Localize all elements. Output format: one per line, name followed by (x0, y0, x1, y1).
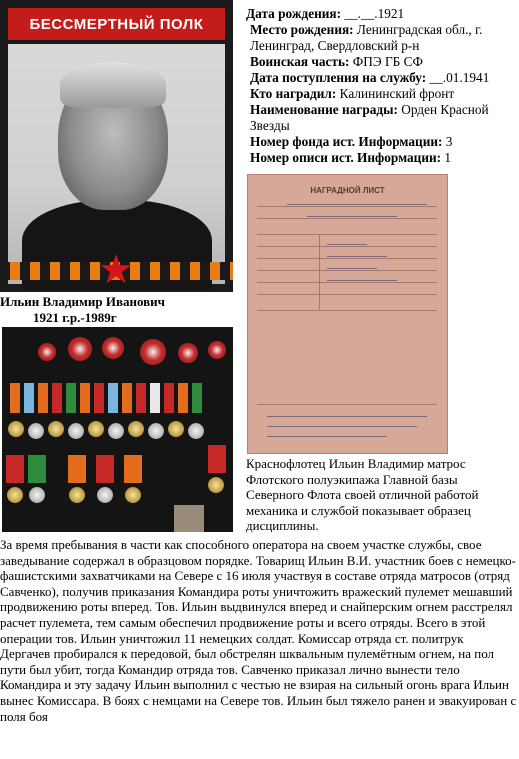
medal-icon (125, 487, 141, 503)
order-icon (38, 343, 56, 361)
person-name: Ильин Владимир Иванович (0, 294, 166, 309)
order-icon (68, 337, 92, 361)
sheet-rule (257, 310, 437, 311)
sheet-rule (257, 404, 437, 405)
sheet-handwriting (327, 280, 397, 281)
sheet-rule (257, 206, 437, 207)
award-sheet-image (247, 174, 448, 454)
sheet-handwriting (267, 436, 387, 437)
person-caption (0, 294, 233, 326)
sheet-handwriting (267, 416, 427, 417)
ribbon-bar (178, 383, 188, 413)
info-row-award-name: Наименование награды: Орден Красной Звезды (250, 102, 489, 133)
medal-icon (168, 421, 184, 437)
ribbon-bar (192, 383, 202, 413)
info-row-awarded-by: Кто наградил: Калининский фронт (250, 86, 455, 101)
sheet-handwriting (327, 244, 367, 245)
info-row-birth-date: Дата рождения: __.__.1921 (246, 6, 405, 21)
ribbon-bar (24, 383, 34, 413)
sheet-rule (257, 258, 437, 259)
sheet-rule (257, 282, 437, 283)
medal-icon (128, 421, 144, 437)
red-star-icon: ★ (98, 247, 134, 292)
ribbon-bar (28, 455, 46, 483)
info-row-birth-place: Место рождения: Ленинградская обл., г. Ленинград, Свердловский р-н (250, 22, 483, 53)
service-story: За время пребывания в части как способного оператора на своем участке службы, свое заведывание содержал в образцовом порядке. Товарищ Ильин В.И. участник боев с немецко-фашистскими захватчиками на Севере с 16 июля участвуя в составе отряда матросов (отряд Савченко), получив приказания Командира роты уничтожить вражеский пулемет мешавший продвижению роты вперед. Тов. Ильин выдвинулся вперед и снайперским огнем расстрелял расчет пулемета, тем самым обеспечил продвижение роты и всего отряды. Всего в этой операции тов. Ильин уничтожил 11 немецких солдат. Комиссар отряда ст. политрук Дергачев пробирался к передовой, был обстрелян шквальным пулемётным огнем, на пол пути был убит, тогда Командир отряда тов. Савченко приказал лично вынести тело Командира и эту задачу Ильин выполнил с честью не взирая на сильный огонь врага Ильин вынес Комиссара. В боях с немцами на Севере тов. Ильин был тяжело ранен и эвакуирован с поля боя (0, 537, 517, 724)
portrait-photo (0, 0, 233, 292)
medal-icon (69, 487, 85, 503)
ribbon-bar (208, 445, 226, 473)
award-sheet-caption: Краснофлотец Ильин Владимир матрос Флотского полуэкипажа Главной базы Северного Флота своей отличной работой механика и службой показывает образец дисциплины. (246, 456, 479, 534)
info-row-fund-number: Номер фонда ист. Информации: 3 (250, 134, 453, 149)
medal-icon (97, 487, 113, 503)
sheet-rule (257, 270, 437, 271)
medals-photo (2, 327, 233, 532)
ribbon-bar (10, 383, 20, 413)
ribbon-bar (38, 383, 48, 413)
ribbon-bar (52, 383, 62, 413)
medal-icon (29, 487, 45, 503)
ribbon-bar (124, 455, 142, 483)
medal-icon (208, 477, 224, 493)
poster-banner: БЕССМЕРТНЫЙ ПОЛК (8, 8, 225, 40)
sheet-rule (257, 218, 437, 219)
sheet-handwriting (327, 268, 377, 269)
sheet-handwriting (327, 256, 387, 257)
small-photo (174, 505, 204, 532)
order-icon (140, 339, 166, 365)
award-sheet-title: НАГРАДНОЙ ЛИСТ (310, 186, 385, 195)
ribbon-bar (66, 383, 76, 413)
ribbon-bar (68, 455, 86, 483)
medal-icon (188, 423, 204, 439)
ribbon-bar (122, 383, 132, 413)
medal-icon (7, 487, 23, 503)
portrait-hair (60, 62, 166, 108)
medal-icon (28, 423, 44, 439)
ribbon-bar (108, 383, 118, 413)
info-row-military-unit: Воинская часть: ФПЭ ГБ СФ (250, 54, 423, 69)
medal-icon (108, 423, 124, 439)
ribbon-bar (6, 455, 24, 483)
ribbon-bar (164, 383, 174, 413)
medal-icon (68, 423, 84, 439)
ribbon-bar (94, 383, 104, 413)
sheet-rule (257, 294, 437, 295)
order-icon (102, 337, 124, 359)
medal-icon (88, 421, 104, 437)
sheet-handwriting (287, 204, 427, 205)
medal-icon (48, 421, 64, 437)
info-block (246, 6, 514, 166)
ribbon-bar (80, 383, 90, 413)
order-icon (178, 343, 198, 363)
sheet-handwriting (307, 216, 397, 217)
order-icon (208, 341, 226, 359)
sheet-handwriting (267, 426, 417, 427)
ribbon-bar (150, 383, 160, 413)
info-row-inventory-number: Номер описи ист. Информации: 1 (250, 150, 452, 165)
ribbon-bar (136, 383, 146, 413)
person-years: 1921 г.р.-1989г (33, 310, 117, 325)
sheet-rule (257, 234, 437, 235)
medal-icon (8, 421, 24, 437)
ribbon-bar (96, 455, 114, 483)
info-row-service-date: Дата поступления на службу: __.01.1941 (250, 70, 490, 85)
sheet-rule (257, 246, 437, 247)
medal-icon (148, 423, 164, 439)
